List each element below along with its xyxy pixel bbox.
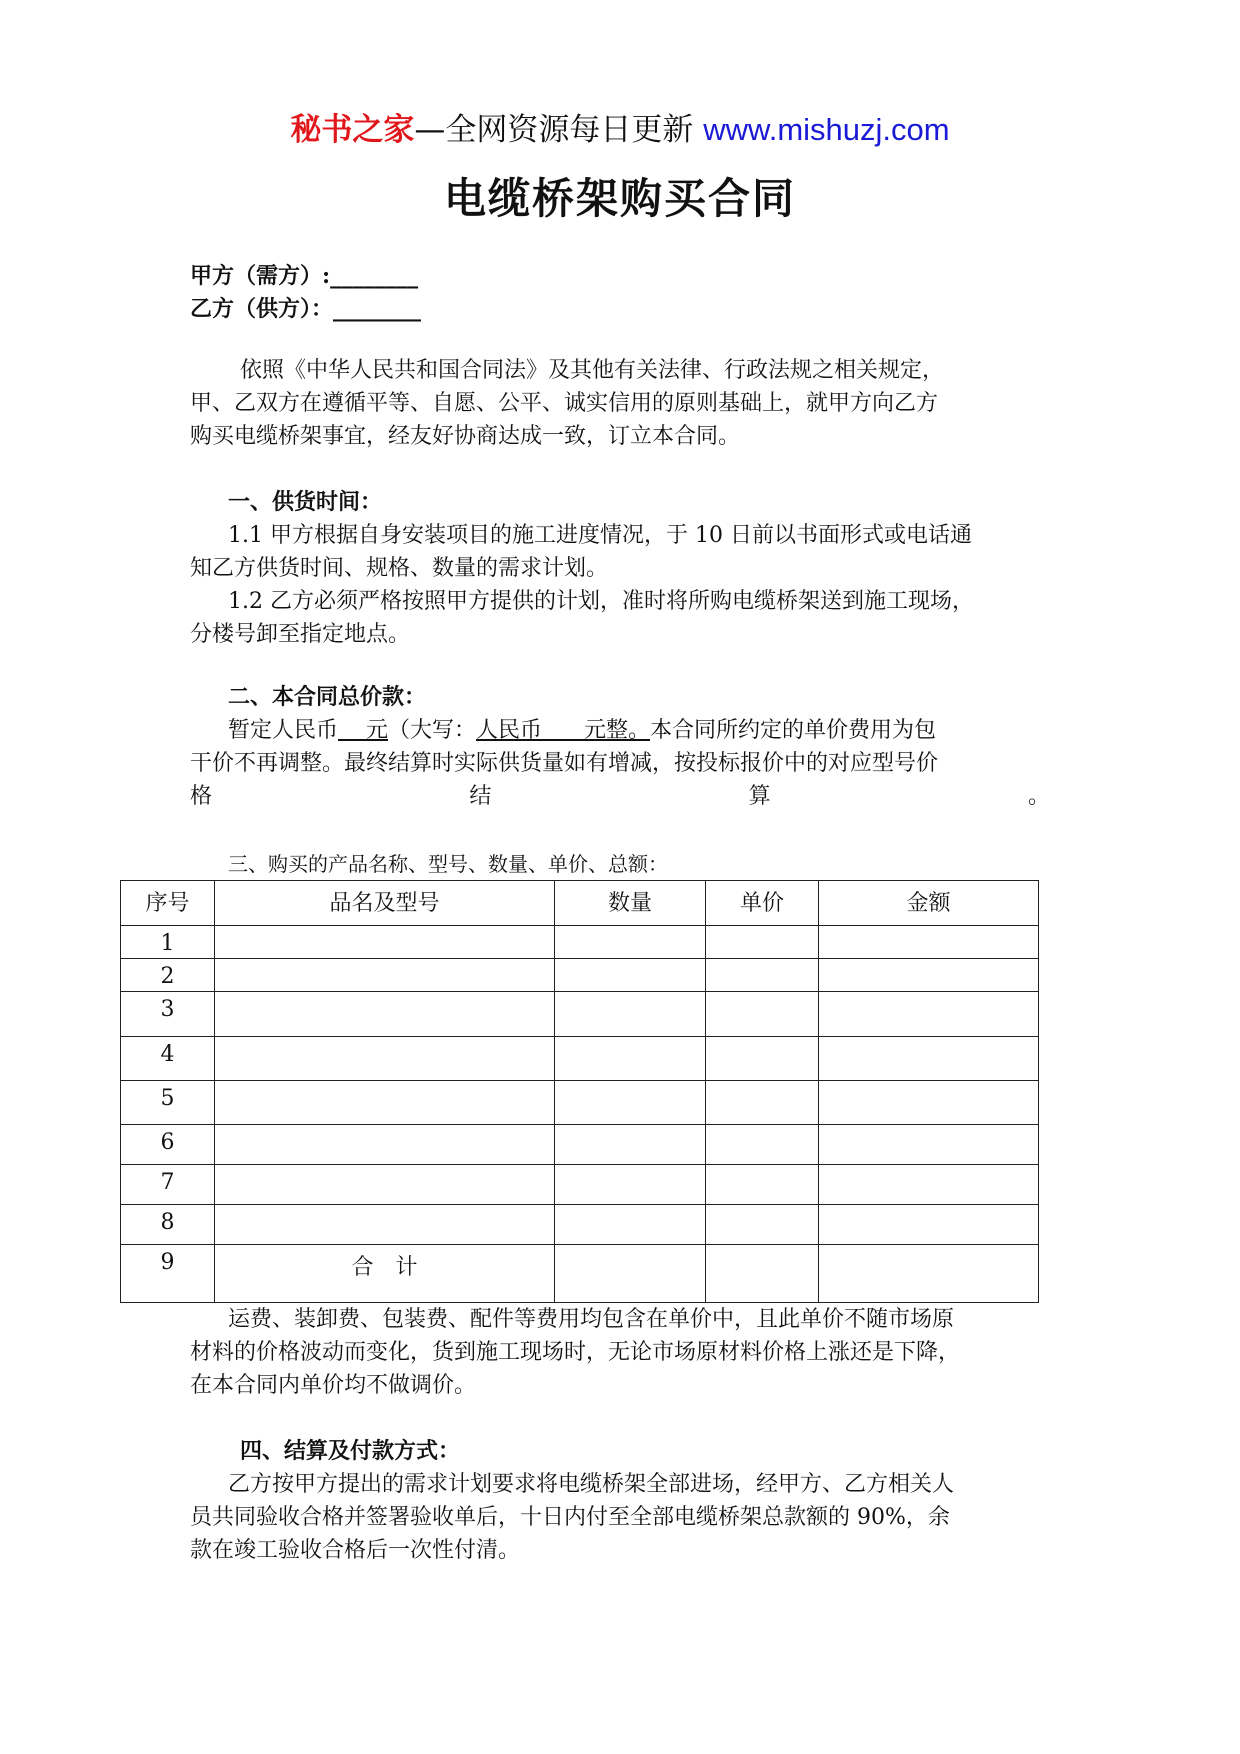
- product-cell: [215, 1081, 555, 1125]
- column-header: 单价: [706, 881, 819, 926]
- clause-line: 乙方按甲方提出的需求计划要求将电缆桥架全部进场，经甲方、乙方相关人: [228, 1472, 955, 1497]
- row-number: 1: [121, 926, 215, 959]
- amount-cell: [819, 1037, 1039, 1081]
- product-cell: [215, 959, 555, 992]
- row-number: 7: [121, 1165, 215, 1205]
- row-number: 5: [121, 1081, 215, 1125]
- unit-price-cell: [706, 1081, 819, 1125]
- party-a-line: 甲方（需方）:________: [190, 263, 419, 289]
- clause-line: 款在竣工验收合格后一次性付清。: [190, 1538, 521, 1563]
- price-text: 本合同所约定的单价费用为包: [649, 718, 936, 743]
- amount-cell: [819, 1165, 1039, 1205]
- amount-cell: [819, 1081, 1039, 1125]
- amount-cell: [819, 959, 1039, 992]
- table-total-row: [121, 1245, 1039, 1303]
- column-header: 数量: [555, 881, 706, 926]
- price-char: 。: [1027, 784, 1050, 809]
- section-heading: 一、供货时间：: [228, 489, 383, 515]
- column-header: 金额: [819, 881, 1039, 926]
- amount-cell: [819, 1205, 1039, 1245]
- table-header-row: [121, 881, 1039, 926]
- clause-line: 员共同验收合格并签署验收单后，十日内付至全部电缆桥架总款额的 90%，余: [190, 1505, 950, 1530]
- quantity-cell: [555, 959, 706, 992]
- party-b-line: 乙方（供方）：________: [190, 296, 422, 322]
- table-row: [121, 1037, 1039, 1081]
- price-char: 格: [190, 784, 213, 809]
- site-banner: [0, 104, 1240, 149]
- table-row: [121, 1081, 1039, 1125]
- intro-line: 甲、乙双方在遵循平等、自愿、公平、诚实信用的原则基础上，就甲方向乙方: [190, 391, 939, 416]
- quantity-cell: [555, 1125, 706, 1165]
- total-label-cell: 合 计: [215, 1245, 555, 1303]
- note-line: 在本合同内单价均不做调价。: [190, 1373, 477, 1398]
- amount-cell: [819, 992, 1039, 1037]
- unit-price-cell: [706, 926, 819, 959]
- table-row: [121, 1125, 1039, 1165]
- product-cell: [215, 1165, 555, 1205]
- amount-cell: [819, 926, 1039, 959]
- quantity-cell: [555, 926, 706, 959]
- price-line-justified: [190, 780, 1050, 813]
- quantity-cell: [555, 1205, 706, 1245]
- product-cell: [215, 1125, 555, 1165]
- price-note-paragraph: [190, 1303, 1060, 1402]
- clause-line: 分楼号卸至指定地点。: [190, 622, 411, 647]
- intro-line: 购买电缆桥架事宜，经友好协商达成一致，订立本合同。: [190, 424, 741, 449]
- unit-price-cell: [706, 1245, 819, 1303]
- price-line: 干价不再调整。最终结算时实际供货量如有增减，按投标报价中的对应型号价: [190, 751, 939, 776]
- amount-cell: [819, 1245, 1039, 1303]
- product-cell: [215, 1037, 555, 1081]
- quantity-cell: [555, 992, 706, 1037]
- row-number: 2: [121, 959, 215, 992]
- quantity-cell: [555, 1165, 706, 1205]
- banner-slogan: —全网资源每日更新: [414, 112, 704, 148]
- unit-price-cell: [706, 992, 819, 1037]
- clause-line: 1.2 乙方必须严格按照甲方提供的计划，准时将所购电缆桥架送到施工现场，: [228, 589, 974, 614]
- banner-brand: 秘书之家: [290, 112, 415, 148]
- document-title: 电缆桥架购买合同: [443, 174, 796, 223]
- product-cell: [215, 1205, 555, 1245]
- section-settlement: [190, 1435, 1060, 1567]
- price-char: 结: [469, 784, 492, 809]
- row-number: 9: [121, 1245, 215, 1303]
- unit-price-cell: [706, 1037, 819, 1081]
- unit-price-cell: [706, 1165, 819, 1205]
- product-cell: [215, 992, 555, 1037]
- amount-cell: [819, 1125, 1039, 1165]
- table-row: [121, 926, 1039, 959]
- column-header: 序号: [121, 881, 215, 926]
- price-text: 暂定人民币: [228, 718, 339, 743]
- section-total-price: [190, 681, 1060, 813]
- price-amount-blank: 元: [338, 718, 388, 743]
- price-line: [190, 714, 1060, 747]
- section-heading: 二、本合同总价款：: [228, 684, 427, 710]
- quantity-cell: [555, 1037, 706, 1081]
- intro-paragraph: [190, 354, 1060, 453]
- table-row: [121, 1205, 1039, 1245]
- note-line: 运费、装卸费、包装费、配件等费用均包含在单价中，且此单价不随市场原: [228, 1307, 955, 1332]
- banner-site-link[interactable]: www.mishuzj.com: [703, 112, 950, 147]
- unit-price-cell: [706, 959, 819, 992]
- row-number: 3: [121, 992, 215, 1037]
- section-supply-time: [190, 486, 1060, 651]
- price-char: 算: [748, 784, 771, 809]
- quantity-cell: [555, 1081, 706, 1125]
- product-table: [120, 880, 1039, 1303]
- section-heading-products: 三、购买的产品名称、型号、数量、单价、总额：: [228, 852, 668, 876]
- note-line: 材料的价格波动而变化，货到施工现场时，无论市场原材料价格上涨还是下降，: [190, 1340, 961, 1365]
- intro-line: 依照《中华人民共和国合同法》及其他有关法律、行政法规之相关规定，: [240, 358, 945, 383]
- row-number: 6: [121, 1125, 215, 1165]
- unit-price-cell: [706, 1205, 819, 1245]
- unit-price-cell: [706, 1125, 819, 1165]
- quantity-cell: [555, 1245, 706, 1303]
- price-words-blank: 人民币 元整。: [476, 718, 650, 743]
- row-number: 4: [121, 1037, 215, 1081]
- product-cell: [215, 926, 555, 959]
- column-header: 品名及型号: [215, 881, 555, 926]
- price-text: （大写：: [388, 718, 477, 743]
- clause-line: 知乙方供货时间、规格、数量的需求计划。: [190, 556, 609, 581]
- section-heading: 四、结算及付款方式：: [240, 1438, 461, 1464]
- clause-line: 1.1 甲方根据自身安装项目的施工进度情况，于 10 日前以书面形式或电话通: [228, 523, 972, 548]
- table-row: [121, 959, 1039, 992]
- table-row: [121, 992, 1039, 1037]
- row-number: 8: [121, 1205, 215, 1245]
- table-row: [121, 1165, 1039, 1205]
